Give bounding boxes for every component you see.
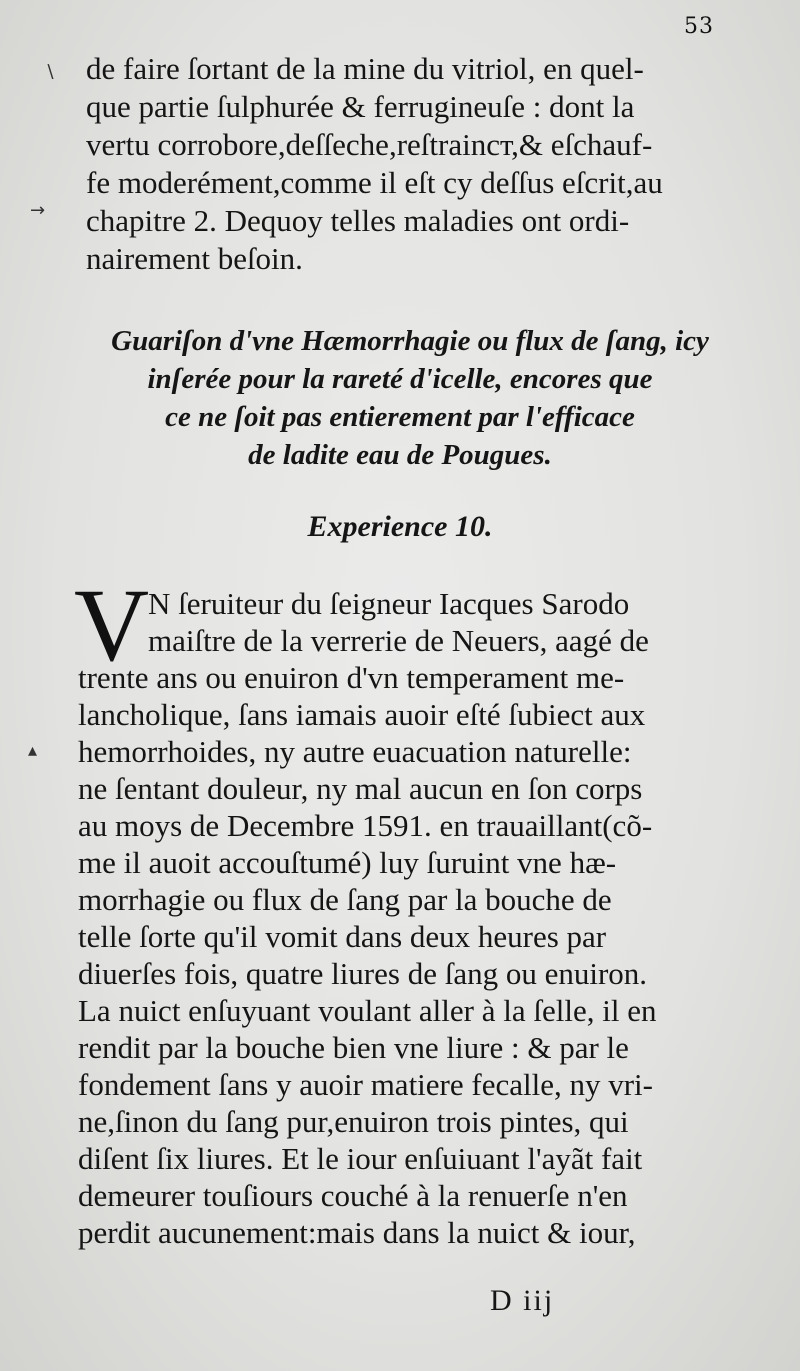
experience-title: Experience 10. xyxy=(307,510,493,543)
text-line: maiſtre de la verrerie de Neuers, aagé de xyxy=(148,623,649,658)
text-line: N ſeruiteur du ſeigneur Iacques Sarodo xyxy=(148,586,630,621)
margin-speck: → xyxy=(30,200,46,221)
text-line: de faire ſortant de la mine du vitriol, en quel- xyxy=(86,51,644,86)
text-line: rendit par la bouche bien vne liure : & par le xyxy=(78,1030,629,1065)
text-line: demeurer touſiours couché à la renuerſe n'en xyxy=(78,1178,628,1213)
drop-cap: V xyxy=(74,568,150,683)
heading-line: ce ne ſoit pas entierement par l'efficace xyxy=(165,401,635,433)
heading-line: de ladite eau de Pougues. xyxy=(248,439,552,471)
text-line: fe moderément,comme il eſt cy deſſus eſcrit,au xyxy=(86,165,663,200)
text-line: me il auoit accouſtumé) luy ſuruint vne hæ- xyxy=(78,845,617,880)
heading-line: inſerée pour la rareté d'icelle, encores que xyxy=(147,363,653,395)
text-line: trente ans ou enuiron d'vn temperament me- xyxy=(78,660,625,695)
text-line: La nuict enſuyuant voulant aller à la ſelle, il en xyxy=(78,993,657,1028)
text-line: nairement beſoin. xyxy=(86,241,303,276)
heading-line: Guariſon d'vne Hæmorrhagie ou flux de ſang, icy xyxy=(111,325,709,357)
text-line: morrhagie ou flux de ſang par la bouche de xyxy=(78,882,612,917)
text-line: vertu corrobore,deſſeche,reſtraincт,& eſchauf- xyxy=(86,127,653,162)
margin-speck: ∖ xyxy=(44,62,56,83)
text-line: telle ſorte qu'il vomit dans deux heures par xyxy=(78,919,607,954)
text-line: que partie ſulphurée & ferrugineuſe : dont la xyxy=(86,89,635,124)
page-number: 53 xyxy=(684,14,714,39)
text-line: lancholique, ſans iamais auoir eſté ſubiect aux xyxy=(78,697,646,732)
text-line: chapitre 2. Dequoy telles maladies ont ordi- xyxy=(86,203,630,238)
margin-speck: ▴ xyxy=(28,740,38,761)
text-line: hemorrhoides, ny autre euacuation naturelle: xyxy=(78,734,632,769)
text-line: au moys de Decembre 1591. en trauaillant(cõ- xyxy=(78,808,653,843)
text-line: diuerſes fois, quatre liures de ſang ou enuiron. xyxy=(78,956,648,991)
text-line: fondement ſans y auoir matiere fecalle, ny vri- xyxy=(78,1067,653,1102)
text-line: ne ſentant douleur, ny mal aucun en ſon corps xyxy=(78,771,643,806)
text-line: perdit aucunement:mais dans la nuict & iour, xyxy=(78,1215,636,1250)
signature-mark: D iij xyxy=(490,1284,555,1317)
text-line: diſent ſix liures. Et le iour enſuiuant l'ayãt fait xyxy=(78,1141,643,1176)
text-line: ne,ſinon du ſang pur,enuiron trois pintes, qui xyxy=(78,1104,629,1139)
